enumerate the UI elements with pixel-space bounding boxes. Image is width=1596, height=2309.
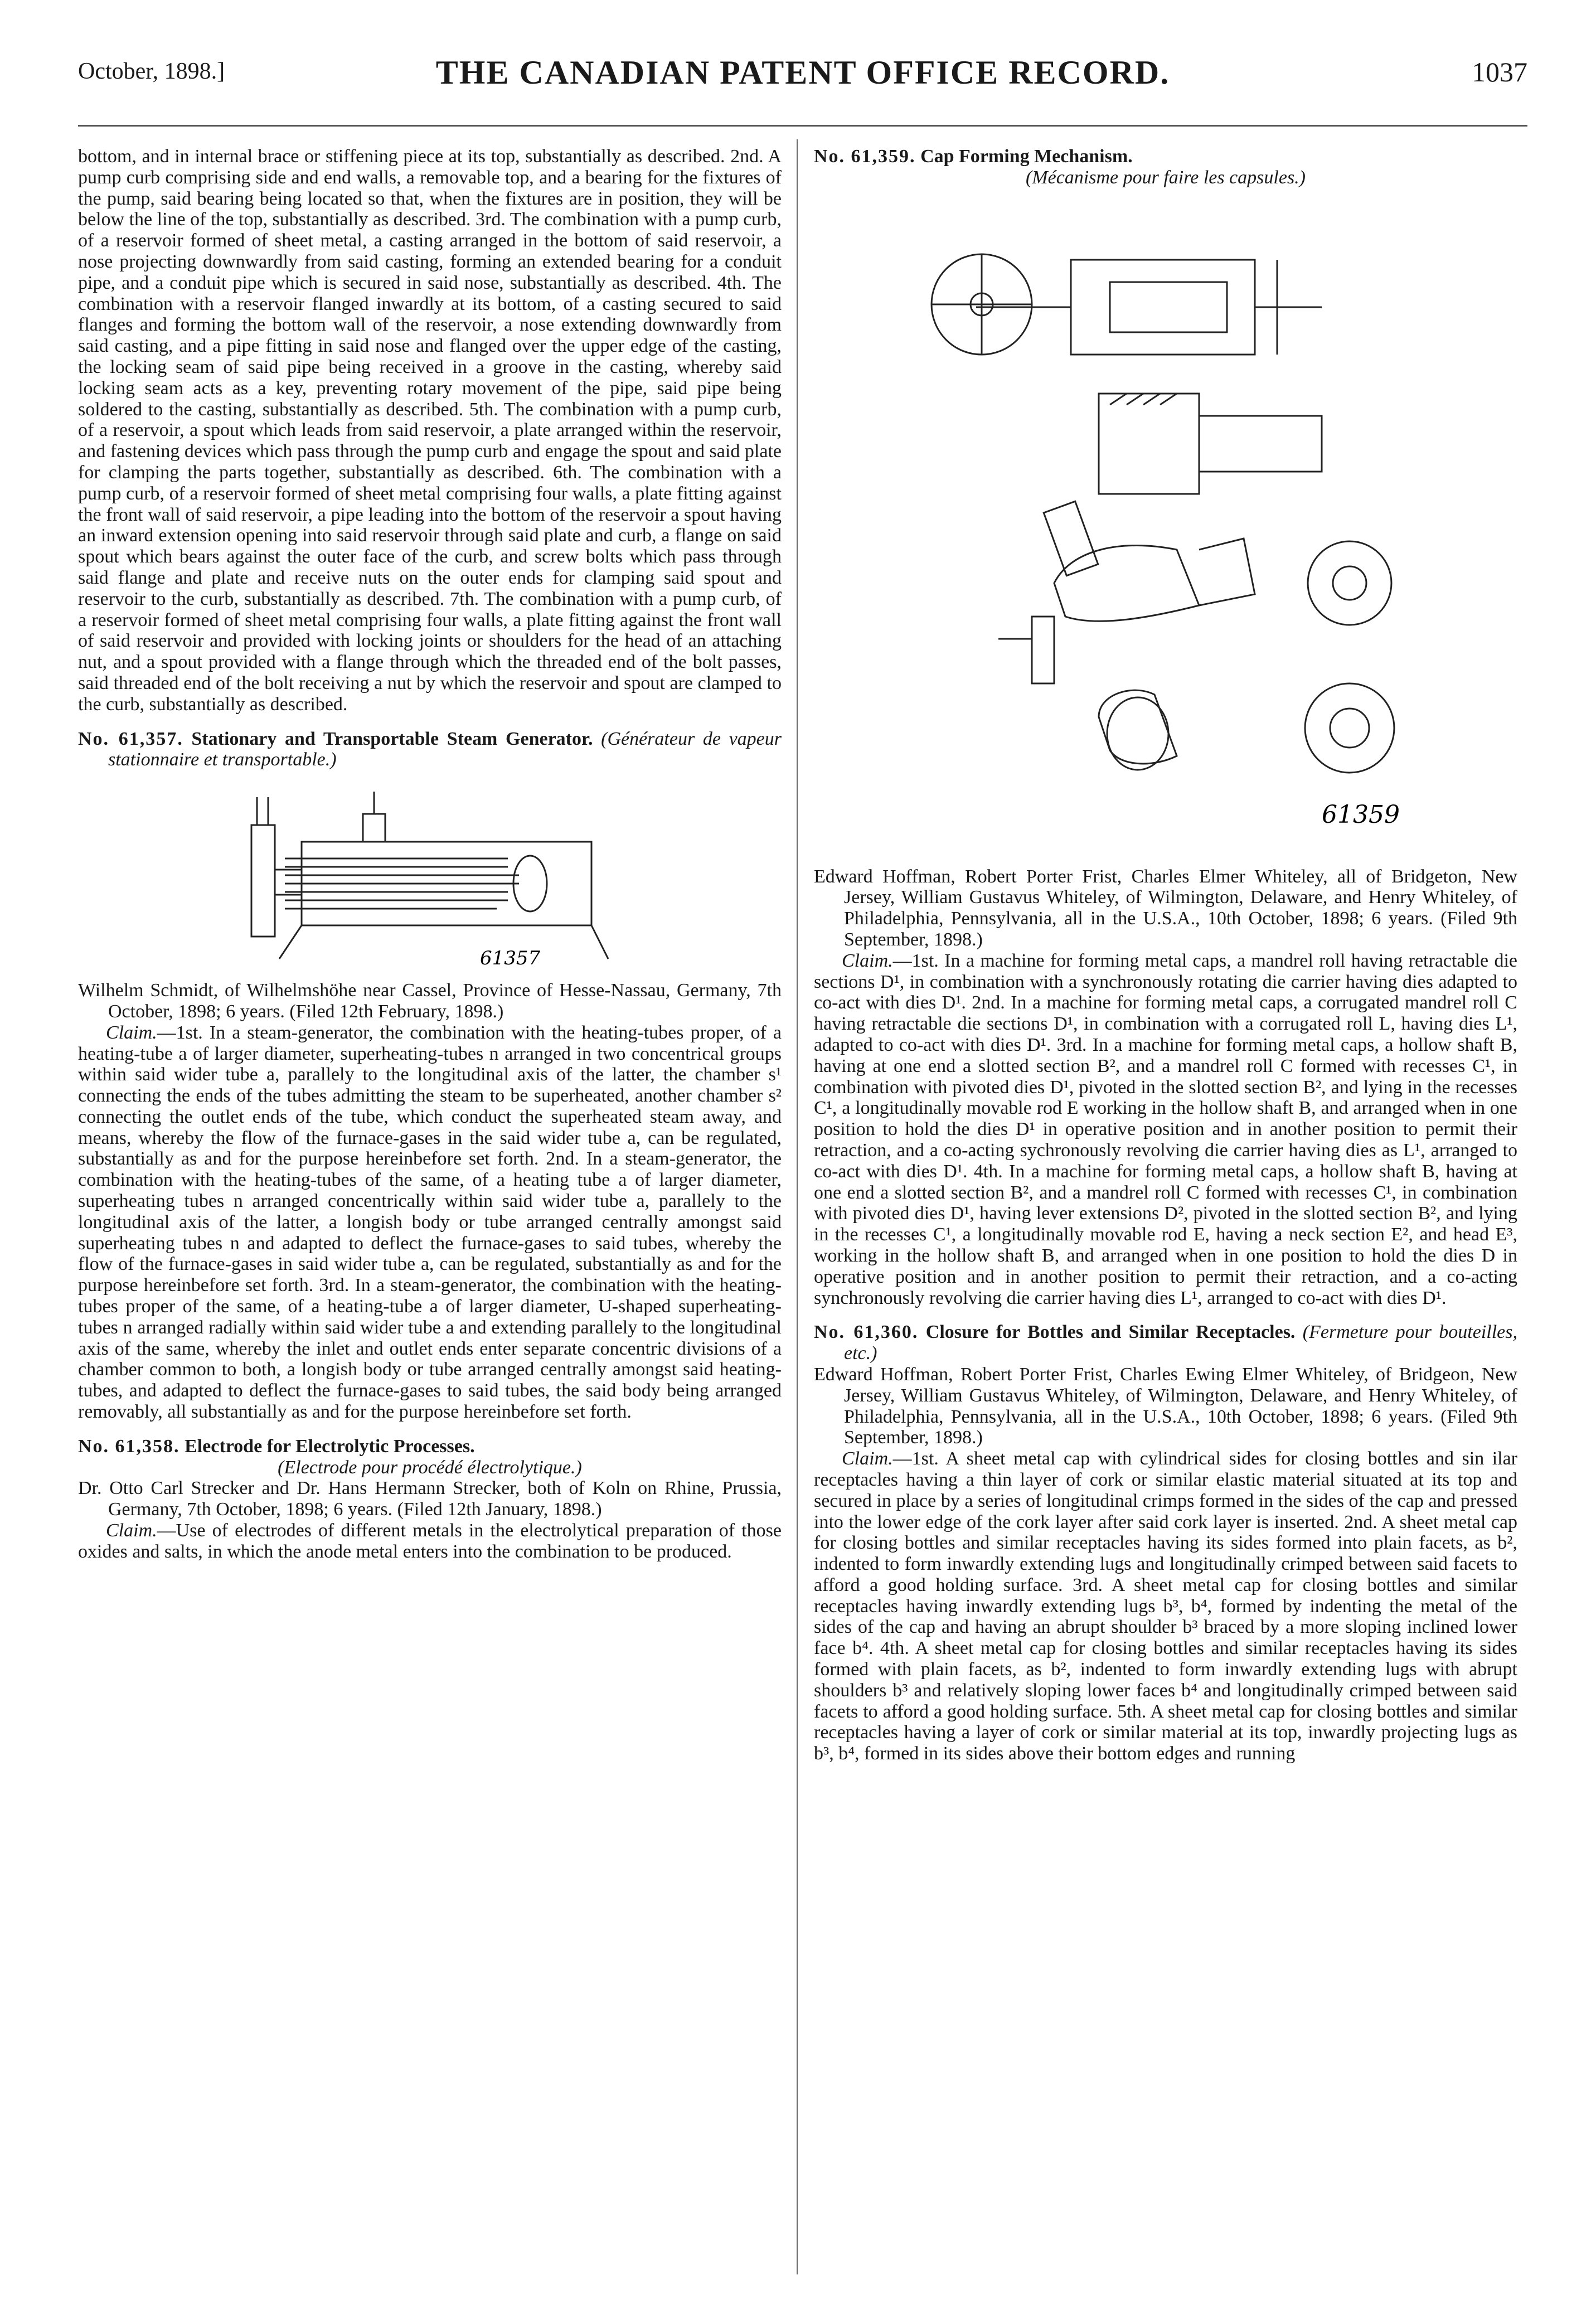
header-date: October, 1898.]: [78, 59, 225, 84]
claim-label: Claim.: [106, 1022, 157, 1043]
patent-french-title: (Electrode pour procédé électrolytique.): [278, 1457, 582, 1478]
patent-french-title: (Fermeture pour bouteilles, etc.): [844, 1322, 1518, 1364]
claim-text: —Use of electrodes of different metals in the electrolytical preparation of those oxides and salts, in which the anode metal enters into the combination to be produced.: [78, 1520, 782, 1562]
patent-inventor: Dr. Otto Carl Strecker and Dr. Hans Hermann Strecker, both of Koln on Rhine, Prussia, Germany, 7th October, 1898; 6 years. (Filed 12th January, 1898.): [78, 1478, 782, 1520]
claim-label: Claim.: [106, 1520, 157, 1541]
patent-61359-heading: [814, 146, 1517, 167]
right-column: [814, 146, 1517, 1764]
header-title: THE CANADIAN PATENT OFFICE RECORD.: [435, 54, 1170, 91]
patent-inventor: Edward Hoffman, Robert Porter Frist, Charles Elmer Whiteley, all of Bridgeton, New Jersey, William Gustavus Whiteley, of Wilmington, Delaware, and Henry Whiteley, of Philadelphia, Pennsylvania, all in the U.S.A., 10th October, 1898; 6 years. (Filed 9th September, 1898.): [814, 866, 1517, 950]
header-rule: [78, 125, 1527, 127]
figure-label: 61359: [1322, 800, 1400, 829]
steam-generator-figure: [218, 775, 642, 976]
claim-text: —1st. A sheet metal cap with cylindrical sides for closing bottles and sin ilar receptacles having a thin layer of cork or similar elastic material situated at its top and secured in place by a series of longitudinal crimps formed in the sides of the cap and pressed into the lower edge of the cork layer after said cork layer is inserted. 2nd. A sheet metal cap for closing bottles and similar receptacles having its sides formed into plain facets, as b², indented to form inwardly extending lugs and longitudinally crimped between said facets to afford a good holding surface. 3rd. A sheet metal cap for closing bottles and similar receptacles having inwardly extending lugs b³, b⁴, formed by indenting the metal of the sides of the cap and having an abrupt shoulder b³ braced by a more sloping inclined lower face b⁴. 4th. A sheet metal cap for closing bottles and similar receptacles having its sides formed with plain facets, as b², indented to form inwardly extending lugs with abrupt shoulders b³ and relatively sloping lower faces b⁴ and longitudinally crimped between said facets to afford a good holding surface. 5th. A sheet metal cap for closing bottles and similar receptacles having a layer of cork or similar material at its top, inwardly projecting lugs as b³, b⁴, formed in its sides above their bottom edges and running: [814, 1448, 1517, 1764]
patent-title: Closure for Bottles and Similar Receptacles.: [925, 1322, 1296, 1343]
patent-number: No. 61,360.: [814, 1322, 919, 1343]
patent-number: No. 61,358.: [78, 1435, 180, 1457]
claim-text: —1st. In a steam-generator, the combination with the heating-tubes proper, of a heating-tube a of larger diameter, superheating-tubes n arranged in two concentrical groups within said wider tube a, parallely to the longitudinal axis of the latter, the chamber s¹ connecting the ends of the tubes admitting the steam to be superheated, another chamber s² connecting the outlet ends of the tube, which conduct the superheated steam away, and means, whereby the flow of the furnace-gases in the said wider tube a, can be regulated, substantially as and for the purpose hereinbefore set forth. 2nd. In a steam-generator, the combination with the heating-tubes of the same, of a heating tube a of larger diameter, superheating tubes n arranged concentrically within said wider tube a, parallely to the longitudinal axis of the latter, a longish body or tube arranged centrally amongst said superheating tubes n and adapted to deflect the furnace-gases to said tubes, whereby the flow of the furnace-gases in said wider tube a, can be regulated, substantially as and for the purpose hereinbefore set forth. 3rd. In a steam-generator, the combination with the heating-tubes proper of the same, of a heating-tube a of larger diameter, U-shaped superheating-tubes n arranged radially within said wider tube a and extending parallely to the longitudinal axis of the same, whereby the inlet and outlet ends enter separate concentric divisions of a chamber common to both, a longish body or tube arranged centrally amongst said heating-tubes, and adapted to deflect the furnace-gases to said tubes, the said body being arranged removably, all substantially as and for the purpose hereinbefore set forth.: [78, 1022, 782, 1423]
page-header: [78, 54, 1527, 98]
patent-claim: [814, 1448, 1517, 1764]
column-divider: [797, 139, 798, 2274]
patent-61360-heading: [814, 1322, 1517, 1364]
figure-label: 61357: [480, 947, 541, 970]
patent-claim: [78, 1520, 782, 1563]
claim-label: Claim.: [842, 950, 893, 971]
patent-french-title: (Mécanisme pour faire les capsules.): [1025, 167, 1306, 188]
patent-number: No. 61,357.: [78, 728, 183, 749]
patent-61358-heading: [78, 1436, 782, 1457]
patent-inventor: Edward Hoffman, Robert Porter Frist, Charles Ewing Elmer Whiteley, of Bridgeon, New Jersey, William Gustavus Whiteley, of Wilmington, Delaware, and Henry Whiteley, of Philadelphia, Pennsylvania, all in the U.S.A., 10th October, 1898; 6 years. (Filed 9th September, 1898.): [814, 1364, 1517, 1448]
cap-forming-mechanism-figure: [887, 193, 1444, 862]
patent-claim: [814, 950, 1517, 1309]
claim-text: —1st. In a machine for forming metal caps, a mandrel roll having retractable die sections D¹, in combination with a synchronously rotating die carrier having dies adapted to co-act with dies D¹. 2nd. In a machine for forming metal caps, a corrugated mandrel roll C having retractable die sections D¹, in combination with a corrugated roll L, having dies L¹, adapted to co-act with dies D¹. 3rd. In a machine for forming metal caps, a hollow shaft B, having at one end a slotted section B², and a mandrel roll C formed with recesses C¹, in combination with pivoted dies D¹, pivoted in the slotted section B², and lying in the recesses C¹, a longitudinally movable rod E working in the hollow shaft B, and arranged when in one position to hold the dies D¹ in operative position and in another position to permit their retraction, and a co-acting sychronously revolving die carrier having dies as L¹, arranged to co-act with dies D¹. 4th. In a machine for forming metal caps, a hollow shaft B, having at one end a slotted section B², and a mandrel roll C formed with recesses C¹, in combination with pivoted dies D¹, having lever extensions D², pivoted in the slotted section B², and lying in the recesses C¹, a longitudinally movable rod E, having a neck section E², and head E³, working in the hollow shaft B, and arranged when in one position to hold the dies D in operative position and in another position to permit their retraction, and a co-acting synchronously revolving die carrier having dies L¹, arranged to co-act with dies D¹.: [814, 950, 1517, 1308]
patent-title: Electrode for Electrolytic Processes.: [185, 1435, 475, 1457]
claim-label: Claim.: [842, 1448, 893, 1469]
patent-61357-heading: [78, 729, 782, 771]
patent-number: No. 61,359.: [814, 146, 916, 167]
continuation-text: bottom, and in internal brace or stiffening piece at its top, substantially as described. 2nd. A pump curb comprising side and end walls, a removable top, and a bearing for the fixtures of the pump, said bearing being located so that, when the fixtures are in position, they will be below the line of the top, substantially as described. 3rd. The combination with a pump curb, of a reservoir formed of sheet metal, a casting arranged in the bottom of said reservoir, a nose projecting downwardly from said casting, forming an extended bearing for a conduit pipe, and a conduit pipe which is secured in said nose, substantially as described. 4th. The combination with a reservoir flanged inwardly at its bottom, of a casting secured to said flanges and forming the bottom wall of the reservoir, a nose extending downwardly from said casting, and a pipe fitting in said nose and flanged over the upper edge of the casting, the locking seam of said pipe being received in a groove in the casting, whereby said locking seam acts as a key, preventing rotary movement of the pipe, said pipe being soldered to the casting, substantially as described. 5th. The combination with a pump curb, of a reservoir, a spout which leads from said reservoir, a plate arranged within the reservoir, and fastening devices which pass through the pump curb and engage the spout and said plate for clamping the parts together, substantially as described. 6th. The combination with a pump curb, of a reservoir formed of sheet metal comprising four walls, a plate fitting against the front wall of said reservoir, a pipe leading into the bottom of the reservoir a spout having an inward extension opening into said reservoir through said plate and curb, a flange on said spout which bears against the outer face of the curb, and screw bolts which pass through said flange and plate and receive nuts on the outer ends for clamping said spout and reservoir to the curb, substantially as described. 7th. The combination with a pump curb, of a reservoir formed of sheet metal comprising four walls, a plate fitting against the front wall of said reservoir and provided with locking joints or shoulders for the head of an attaching nut, and a spout provided with a flange through which the threaded end of the bolt passes, said threaded end of the bolt receiving a nut by which the reservoir and spout are clamped to the curb, substantially as described.: [78, 146, 782, 715]
patent-title: Stationary and Transportable Steam Generator.: [191, 728, 593, 749]
patent-claim: [78, 1022, 782, 1423]
left-column: [78, 146, 782, 1563]
patent-title: Cap Forming Mechanism.: [920, 146, 1133, 167]
patent-inventor: Wilhelm Schmidt, of Wilhelmshöhe near Cassel, Province of Hesse-Nassau, Germany, 7th October, 1898; 6 years. (Filed 12th February, 1898.): [78, 980, 782, 1022]
patent-french-title: (Générateur de vapeur stationnaire et transportable.): [108, 728, 782, 770]
header-page-number: 1037: [1472, 56, 1527, 88]
